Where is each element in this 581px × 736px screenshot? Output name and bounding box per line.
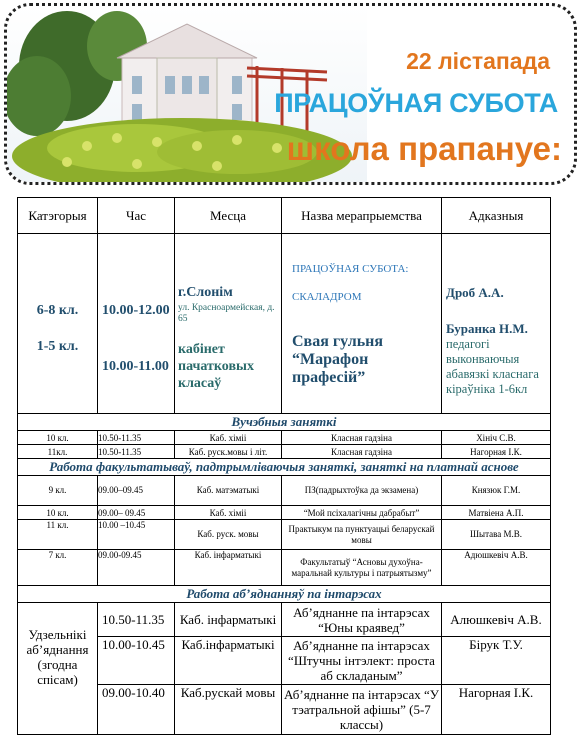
row-responsible: Нагорная І.К. <box>442 445 551 459</box>
row-category: 10 кл. <box>18 431 98 445</box>
main-place-cell <box>175 234 282 414</box>
table-row <box>18 520 551 550</box>
table-row <box>18 550 551 586</box>
section-title-electives: Работа факультатываў, падтрымліваючыя заняткі, заняткі на платнай аснове <box>18 459 551 476</box>
main-address: ул. Красноармейская, д. 65 <box>178 303 275 324</box>
main-responsible-2: Буранка Н.М. <box>446 320 528 336</box>
row-responsible: Бірук Т.У. <box>442 637 551 685</box>
row-event: Аб’яднанне па інтарэсах “У тэатральной афішы” (5-7 классы) <box>282 685 442 735</box>
row-responsible: Хініч С.В. <box>442 431 551 445</box>
row-event: Класная гадзіна <box>282 445 442 459</box>
row-place: Каб. інфарматыкі <box>175 550 282 586</box>
row-event: “Мой псіхалагічны дабрабыт” <box>282 506 442 520</box>
section-title-clubs: Работа аб’яднанняў па інтарэсах <box>18 586 551 603</box>
row-responsible: Шытава М.В. <box>442 520 551 550</box>
header-title: ПРАЦОЎНАЯ СУБОТА <box>274 88 558 118</box>
section-row-clubs <box>18 586 551 603</box>
row-place: Каб. інфарматыкі <box>175 603 282 637</box>
row-responsible: Алюшкевіч А.В. <box>442 603 551 637</box>
section-row-lessons <box>18 414 551 431</box>
row-time: 10.00-10.45 <box>98 637 175 685</box>
main-category-2: 1-5 кл. <box>36 338 79 354</box>
row-time: 10.50-11.35 <box>98 445 175 459</box>
main-city: г.Слонім <box>178 285 233 300</box>
main-event-climbing: СКАЛАДРОМ <box>292 290 362 303</box>
table-row <box>18 603 551 637</box>
row-event: ПЗ(падрыхтоўка да экзамена) <box>282 476 442 506</box>
main-responsible-1: Дроб А.А. <box>446 284 504 300</box>
main-responsible-cell <box>442 234 551 414</box>
row-category: 9 кл. <box>18 476 98 506</box>
table-row <box>18 506 551 520</box>
row-place: Каб. матэматыкі <box>175 476 282 506</box>
row-category: 7 кл. <box>18 550 98 586</box>
header-subtitle: школа прапануе: <box>286 130 562 167</box>
row-category: 11 кл. <box>18 520 98 550</box>
row-event: Класная гадзіна <box>282 431 442 445</box>
table-header-row <box>18 198 551 234</box>
main-category-cell <box>18 234 98 414</box>
row-place: Каб. хіміі <box>175 506 282 520</box>
row-responsible: Нагорная І.К. <box>442 685 551 735</box>
schedule-table <box>17 197 551 735</box>
table-row <box>18 476 551 506</box>
row-place: Каб.рускай мовы <box>175 685 282 735</box>
row-responsible: Матвіена А.П. <box>442 506 551 520</box>
table-row <box>18 685 551 735</box>
main-responsible-3: педагогі выконваючыя абавязкі класнага кіраўніка 1-6кл <box>446 336 539 396</box>
club-participants: Удзельнікі аб’яднання (згодна спісам) <box>18 603 98 735</box>
table-row <box>18 637 551 685</box>
row-time: 10.00 –10.45 <box>98 520 175 550</box>
section-title-lessons: Вучэбныя заняткі <box>18 414 551 431</box>
row-place: Каб. руск.мовы і літ. <box>175 445 282 459</box>
header-time: Час <box>98 198 175 234</box>
main-cabinet: кабінет пачатковых класаў <box>178 342 254 391</box>
row-event: Практыкум па пунктуацыі беларускай мовы <box>282 520 442 550</box>
row-time: 09.00–09.45 <box>98 476 175 506</box>
header-event: Назва мерапрыемства <box>282 198 442 234</box>
row-time: 09.00– 09.45 <box>98 506 175 520</box>
section-row-electives <box>18 459 551 476</box>
row-responsible: Адюшкевіч А.В. <box>442 550 551 586</box>
row-time: 09.00-09.45 <box>98 550 175 586</box>
row-event: Аб’яднанне па інтарэсах “Штучны інтэлект: проста аб складаным” <box>282 637 442 685</box>
row-time: 10.50-11.35 <box>98 431 175 445</box>
row-time: 09.00-10.40 <box>98 685 175 735</box>
main-event-label: ПРАЦОЎНАЯ СУБОТА: <box>292 262 409 275</box>
header-responsible: Адказныя <box>442 198 551 234</box>
header-category: Катэгорыя <box>18 198 98 234</box>
main-event-cell <box>282 234 442 414</box>
row-category: 10 кл. <box>18 506 98 520</box>
main-time-1: 10.00-12.00 <box>102 302 170 318</box>
row-responsible: Князюк Г.М. <box>442 476 551 506</box>
main-event-row <box>18 234 551 414</box>
row-event: Аб’яднанне па інтарэсах “Юны краявед” <box>282 603 442 637</box>
row-time: 10.50-11.35 <box>98 603 175 637</box>
row-place: Каб. хіміі <box>175 431 282 445</box>
main-category-1: 6-8 кл. <box>36 302 79 318</box>
main-event-game: Свая гульня “Марафон прафесій” <box>292 332 384 386</box>
table-row <box>18 431 551 445</box>
page-header <box>4 3 577 185</box>
header-place: Месца <box>175 198 282 234</box>
row-event: Факультатыў “Асновы духоўна-маральнай культуры і патрыятызму” <box>282 550 442 586</box>
row-place: Каб.інфарматыкі <box>175 637 282 685</box>
table-row <box>18 445 551 459</box>
main-time-2: 10.00-11.00 <box>102 358 169 374</box>
header-date: 22 лістапада <box>406 48 550 74</box>
row-place: Каб. руск. мовы <box>175 520 282 550</box>
row-category: 11кл. <box>18 445 98 459</box>
main-time-cell <box>98 234 175 414</box>
